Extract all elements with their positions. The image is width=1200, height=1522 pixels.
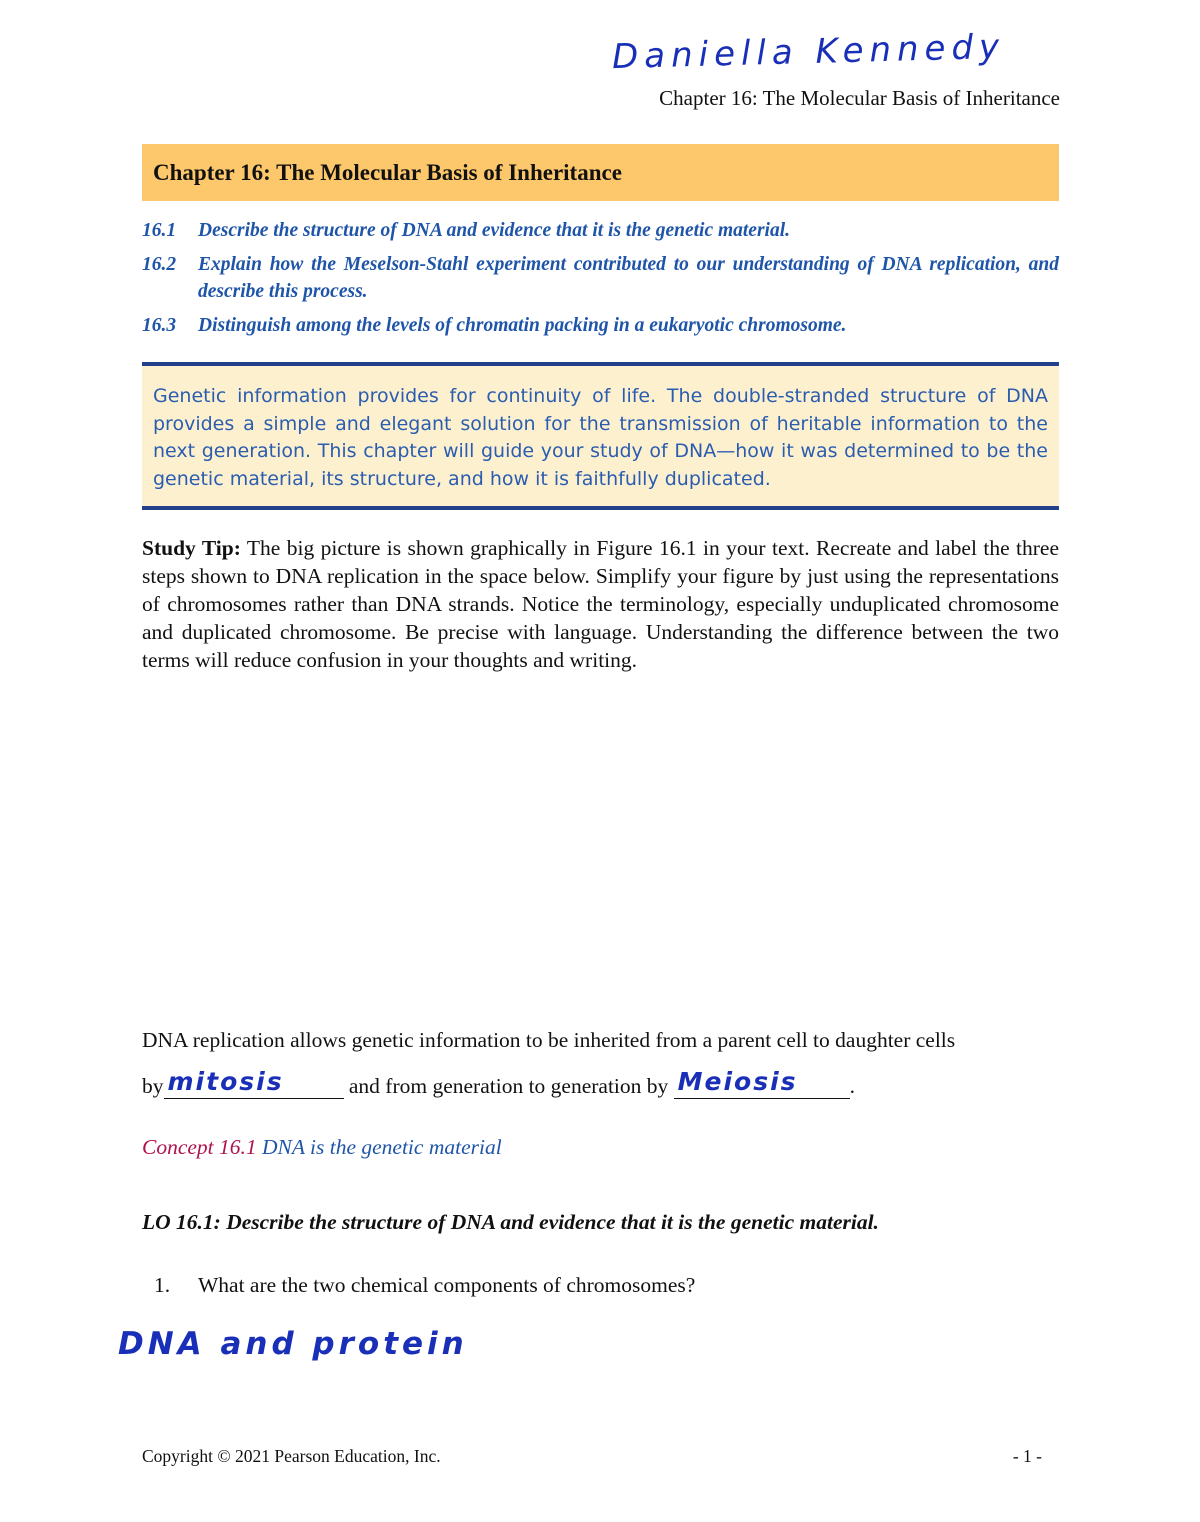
fill-in-blank-line: [142, 1068, 1059, 1108]
handwritten-answer-question-1[interactable]: DNA and protein: [118, 1326, 468, 1362]
chapter-title: Chapter 16: The Molecular Basis of Inheritance: [153, 159, 622, 185]
handwritten-student-name: Daniella Kennedy: [611, 26, 1006, 78]
objective-text: Describe the structure of DNA and evidence that it is the genetic material.: [198, 220, 791, 241]
chapter-title-bar: [142, 144, 1059, 201]
fill-middle: and from generation to generation by: [343, 1074, 674, 1098]
objective-text: Distinguish among the levels of chromatin packing in a eukaryotic chromosome.: [198, 315, 847, 336]
question-number: 1.: [154, 1273, 171, 1297]
footer-copyright: Copyright © 2021 Pearson Education, Inc.: [142, 1446, 441, 1466]
objective-number: 16.1: [142, 220, 177, 241]
objective-item: [142, 312, 1059, 339]
concept-title: DNA is the genetic material: [256, 1135, 502, 1159]
chapter-summary-text: Genetic information provides for continuity of life. The double-stranded structure of DNA provides a simple and elegant solution for the transmission of heritable information to the next generation. This chapter will guide your study of DNA—how it was determined to be the genetic material, its structure, and how it is faithfully duplicated.: [153, 385, 1048, 490]
objective-text: Explain how the Meselson-Stahl experiment contributed to our understanding of DNA replication, and describe this process.: [198, 254, 1059, 302]
blank-mitosis[interactable]: [164, 1068, 344, 1099]
blank-meiosis[interactable]: [674, 1068, 850, 1099]
concept-number: Concept 16.1: [142, 1135, 257, 1159]
handwritten-answer-meiosis: Meiosis: [677, 1067, 798, 1096]
fill-suffix: .: [849, 1074, 856, 1098]
replication-statement: DNA replication allows genetic information to be inherited from a parent cell to daughter cells: [142, 1028, 956, 1052]
objective-number: 16.3: [142, 315, 177, 336]
chapter-summary-box: [142, 362, 1059, 510]
learning-objective-heading: LO 16.1: Describe the structure of DNA and evidence that it is the genetic material.: [142, 1210, 879, 1234]
objective-item: [142, 217, 1059, 244]
running-header: Chapter 16: The Molecular Basis of Inheritance: [659, 86, 1060, 110]
study-tip-text: The big picture is shown graphically in Figure 16.1 in your text. Recreate and label the three steps shown to DNA replication in the space below. Simplify your figure by just using the representations of chromosomes rather than DNA strands. Notice the terminology, especially unduplicated chromosome and duplicated chromosome. Be precise with language. Understanding the difference between the two terms will reduce confusion in your thoughts and writing.: [142, 536, 1060, 672]
objective-item: [142, 251, 1059, 305]
study-tip-label: Study Tip:: [142, 536, 241, 560]
question-1: [154, 1273, 695, 1298]
handwritten-answer-mitosis: mitosis: [167, 1067, 284, 1096]
question-text: What are the two chemical components of chromosomes?: [198, 1273, 696, 1297]
study-tip: [142, 534, 1059, 674]
objective-number: 16.2: [142, 254, 177, 275]
fill-prefix: by: [142, 1074, 164, 1098]
page-number: - 1 -: [1012, 1446, 1042, 1466]
concept-heading: [142, 1135, 502, 1160]
